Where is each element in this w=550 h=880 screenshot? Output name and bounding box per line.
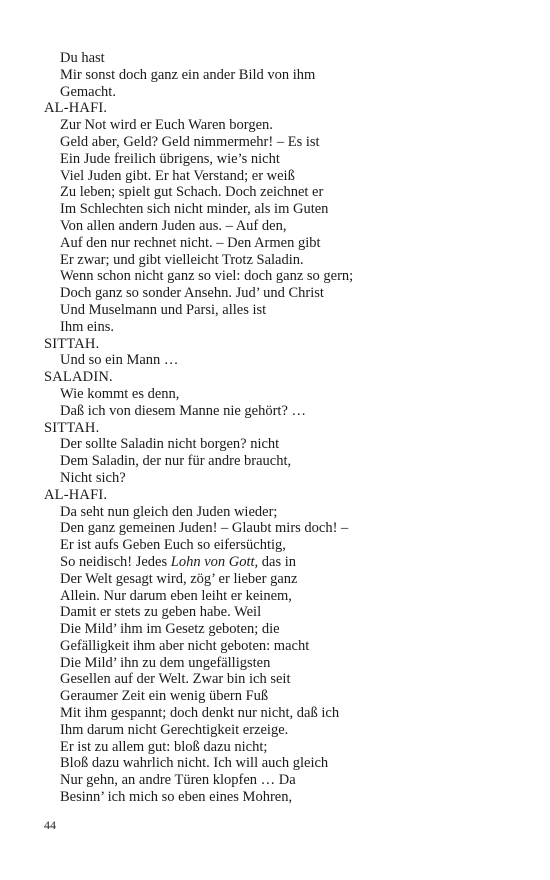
verse-line: Ihm eins. — [60, 318, 114, 335]
verse-line: Er ist aufs Geben Euch so eifersüchtig, — [60, 537, 286, 554]
verse-line: Und so ein Mann … — [60, 352, 179, 369]
speaker-name: AL-HAFI. — [44, 100, 108, 117]
verse-line: Zu leben; spielt gut Schach. Doch zeichnet er — [60, 184, 324, 201]
verse-line: Mit ihm gespannt; doch denkt nur nicht, daß ich — [60, 705, 340, 722]
emphasized-phrase: Lohn von Gott, — [170, 553, 259, 570]
verse-line: Da seht nun gleich den Juden wieder; — [60, 503, 278, 520]
verse-line: Dem Saladin, der nur für andre braucht, — [60, 453, 292, 470]
verse-line: Die Mild’ ihm im Gesetz geboten; die — [60, 621, 280, 638]
verse-line: Den ganz gemeinen Juden! – Glaubt mirs doch! – — [60, 520, 349, 537]
verse-line: Mir sonst doch ganz ein ander Bild von ihm — [60, 66, 316, 83]
verse-line: Er ist zu allem gut: bloß dazu nicht; — [60, 738, 268, 755]
verse-line: Im Schlechten sich nicht minder, als im Guten — [60, 201, 329, 218]
verse-line: Nur gehn, an andre Türen klopfen … Da — [60, 772, 296, 789]
verse-line — [44, 554, 524, 571]
verse-line: Nicht sich? — [60, 469, 126, 486]
verse-line: Auf den nur rechnet nicht. – Den Armen gibt — [60, 234, 321, 251]
verse-line: Zur Not wird er Euch Waren borgen. — [60, 117, 273, 134]
page-number: 44 — [44, 818, 56, 832]
verse-line: Du hast — [60, 50, 105, 66]
verse-line: Damit er stets zu geben habe. Weil — [60, 604, 262, 621]
verse-line: Bloß dazu wahrlich nicht. Ich will auch gleich — [60, 755, 329, 772]
verse-text: das in — [258, 553, 297, 570]
speaker-name: SALADIN. — [44, 369, 113, 386]
speaker-name: SITTAH. — [44, 419, 100, 436]
verse-line: Doch ganz so sonder Ansehn. Jud’ und Christ — [60, 285, 324, 302]
speaker-name: AL-HAFI. — [44, 486, 108, 503]
verse-line: Daß ich von diesem Manne nie gehört? … — [60, 402, 307, 419]
verse-line: Gesellen auf der Welt. Zwar bin ich seit — [60, 671, 291, 688]
verse-line: Von allen andern Juden aus. – Auf den, — [60, 217, 287, 234]
verse-line: Ein Jude freilich übrigens, wie’s nicht — [60, 150, 280, 167]
verse-text: So neidisch! Jedes — [60, 553, 171, 570]
verse-line: Viel Juden gibt. Er hat Verstand; er weiß — [60, 167, 295, 184]
verse-line: Ihm darum nicht Gerechtigkeit erzeige. — [60, 721, 289, 738]
verse-line: Besinn’ ich mich so eben eines Mohren, — [60, 789, 293, 806]
verse-line: Er zwar; und gibt vielleicht Trotz Saladin. — [60, 251, 304, 268]
verse-line: Und Muselmann und Parsi, alles ist — [60, 301, 267, 318]
verse-line: Gemacht. — [60, 83, 116, 100]
verse-line: Wenn schon nicht ganz so viel: doch ganz so gern; — [60, 268, 354, 285]
speaker-name: SITTAH. — [44, 335, 100, 352]
verse-line: Der sollte Saladin nicht borgen? nicht — [60, 436, 280, 453]
verse-line: Geld aber, Geld? Geld nimmermehr! – Es ist — [60, 133, 320, 150]
play-text — [44, 50, 524, 806]
verse-line: Geraumer Zeit ein wenig übern Fuß — [60, 688, 269, 705]
verse-line: Wie kommt es denn, — [60, 385, 180, 402]
verse-line: Der Welt gesagt wird, zög’ er lieber ganz — [60, 570, 298, 587]
verse-line: Allein. Nur darum eben leiht er keinem, — [60, 587, 292, 604]
verse-line: Gefälligkeit ihm aber nicht geboten: macht — [60, 637, 310, 654]
verse-line: Die Mild’ ihn zu dem ungefälligsten — [60, 654, 271, 671]
